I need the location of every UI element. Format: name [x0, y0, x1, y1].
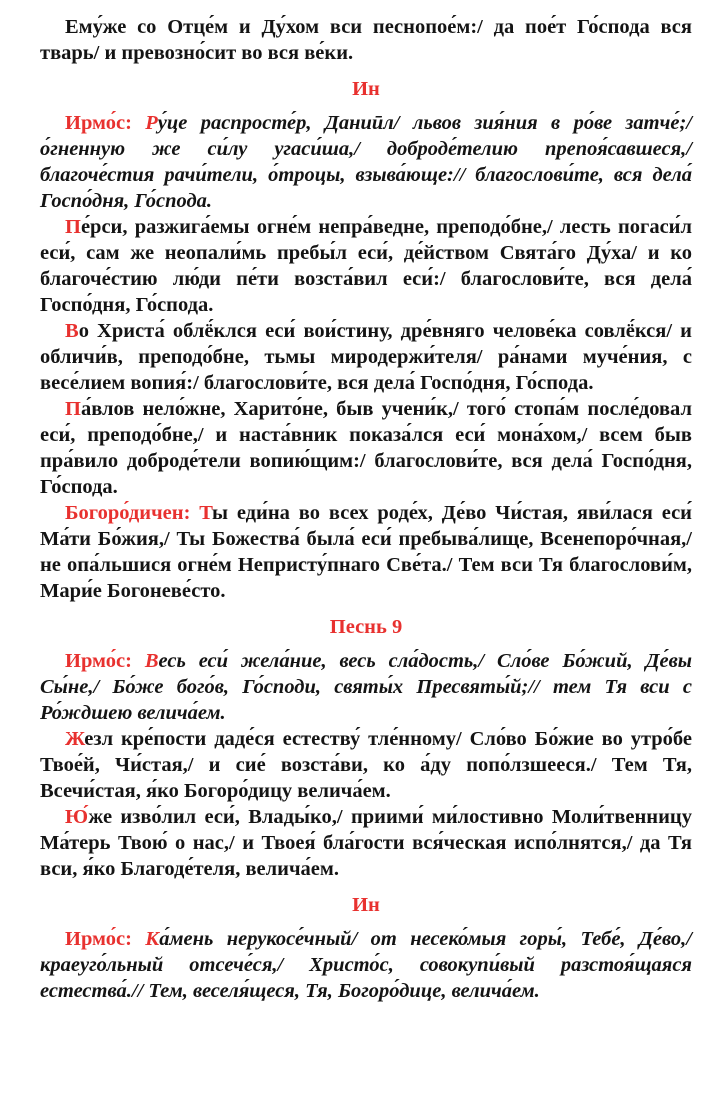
verse-text: ы еди́на во всех роде́х, Де́во Чи́стая, яви́лася еси́ Ма́ти Бо́жия,/ Ты Божества́ была́ еси́ пребыва́лище, Всенепоро́чная,/ не опа́льшися огне́м Непристу́пнаго Све́та./ Тем вси Тя благослови́м, Мари́е Богоневе́сто.: [40, 502, 692, 602]
verse-text: езл кре́пости даде́ся естеству́ тле́нному/ Сло́во Бо́жие во утро́бе Твое́й, Чи́стая,/ и сие́ возста́ви, ко а́ду попо́лзшееся./ Тем Тя, Всечи́стая, я́ко Богоро́дицу велича́ем.: [40, 728, 692, 802]
verse-paragraph: [40, 318, 692, 396]
section-heading: Ин: [352, 78, 380, 100]
verse-paragraph: [40, 500, 692, 604]
rubric-label: Ирмо́с:: [65, 112, 146, 134]
verse-text: Ему́же со Отце́м и Ду́хом вси песнопое́м:/ да пое́т Го́спода вся тварь/ и превозно́сит во вся ве́ки.: [40, 16, 692, 64]
rubric-label: Богоро́дичен:: [65, 502, 200, 524]
verse-paragraph: [40, 804, 692, 882]
verse-text: у́це распросте́р, Даниӣл/ львов зия́ния в ро́ве затче́;/ о́гненную же си́лу угаси́ша,/ доброде́телию препоя́савшеся,/ благоче́стия рачи́тели, о́троцы, взыва́юще:// благослови́те, вся дела́ Госпо́дня, Го́спода.: [40, 112, 693, 212]
red-initial-letter: П: [65, 398, 81, 420]
verse-paragraph: [40, 110, 692, 214]
verse-text: е́рси, разжига́емы огне́м непра́ведне, преподо́бне,/ лесть погаси́л еси́, сам же неопали́мь пребы́л еси́, де́йством Свята́го Ду́ха/ и ко благоче́стию лю́ди пе́ти возста́вил еси́:/ благослови́те, вся дела́ Госпо́дня, Го́спода.: [40, 216, 692, 316]
verse-paragraph: [40, 726, 692, 804]
red-initial-letter: В: [65, 320, 79, 342]
liturgical-text-page: [40, 14, 692, 1004]
section-heading: Песнь 9: [329, 616, 403, 638]
red-initial-letter: П: [65, 216, 81, 238]
verse-paragraph: [40, 14, 692, 66]
red-initial-letter: Т: [199, 502, 212, 524]
rubric-label: Ирмо́с:: [65, 928, 146, 950]
red-initial-letter: В: [144, 650, 159, 672]
verse-paragraph: [40, 926, 692, 1004]
red-initial-letter: Ж: [65, 728, 85, 750]
verse-paragraph: [40, 396, 692, 500]
red-initial-letter: Ю: [65, 806, 89, 828]
verse-paragraph: [40, 648, 692, 726]
verse-text: есь еси́ жела́ние, весь сла́дость,/ Сло́ве Бо́жий, Де́вы Сы́не,/ Бо́же бого́в, Го́споди, святы́х Пресвяты́й;// тем Тя вси с Ро́ждшею велича́ем.: [40, 650, 692, 724]
red-initial-letter: К: [145, 928, 160, 950]
verse-text: а́влов нело́жне, Харито́не, быв учени́к,/ того́ стопа́м после́довал еси́, преподо́бне,/ и наста́вник показа́лся еси́ мона́хом,/ всем быв пра́вило доброде́тели вопию́щим:/ благослови́те, вся дела́ Госпо́дня, Го́спода.: [40, 398, 692, 498]
verse-text: о Христа́ облё́клся еси́ вои́стину, дре́вняго челове́ка совлё́кся/ и обличи́в, преподо́бне, тьмы миродержи́теля/ ра́нами муче́ния, с весе́лием вопия́:/ благослови́те, вся дела́ Госпо́дня, Го́спода.: [40, 320, 692, 394]
rubric-label: Ирмо́с:: [65, 650, 145, 672]
verse-text: ́же изво́лил еси́, Влады́ко,/ приими́ ми́лостивно Моли́твенницу Ма́терь Твою́ о нас,/ и Твоея́ бла́гости вся́ческая испо́лнятся,/ да Тя вси, я́ко Благоде́теля, велича́ем.: [40, 806, 692, 880]
red-initial-letter: Р: [145, 112, 158, 134]
section-heading: Ин: [352, 894, 380, 916]
verse-paragraph: [40, 214, 692, 318]
verse-text: а́мень нерукосе́чный/ от несеко́мыя горы́, Тебе́, Де́во,/ краеуго́льный отсече́ся,/ Христо́с, совокупи́вый разстоя́щаяся естества́.// Тем, веселя́щеся, Тя, Богоро́дице, велича́ем.: [40, 928, 692, 1002]
